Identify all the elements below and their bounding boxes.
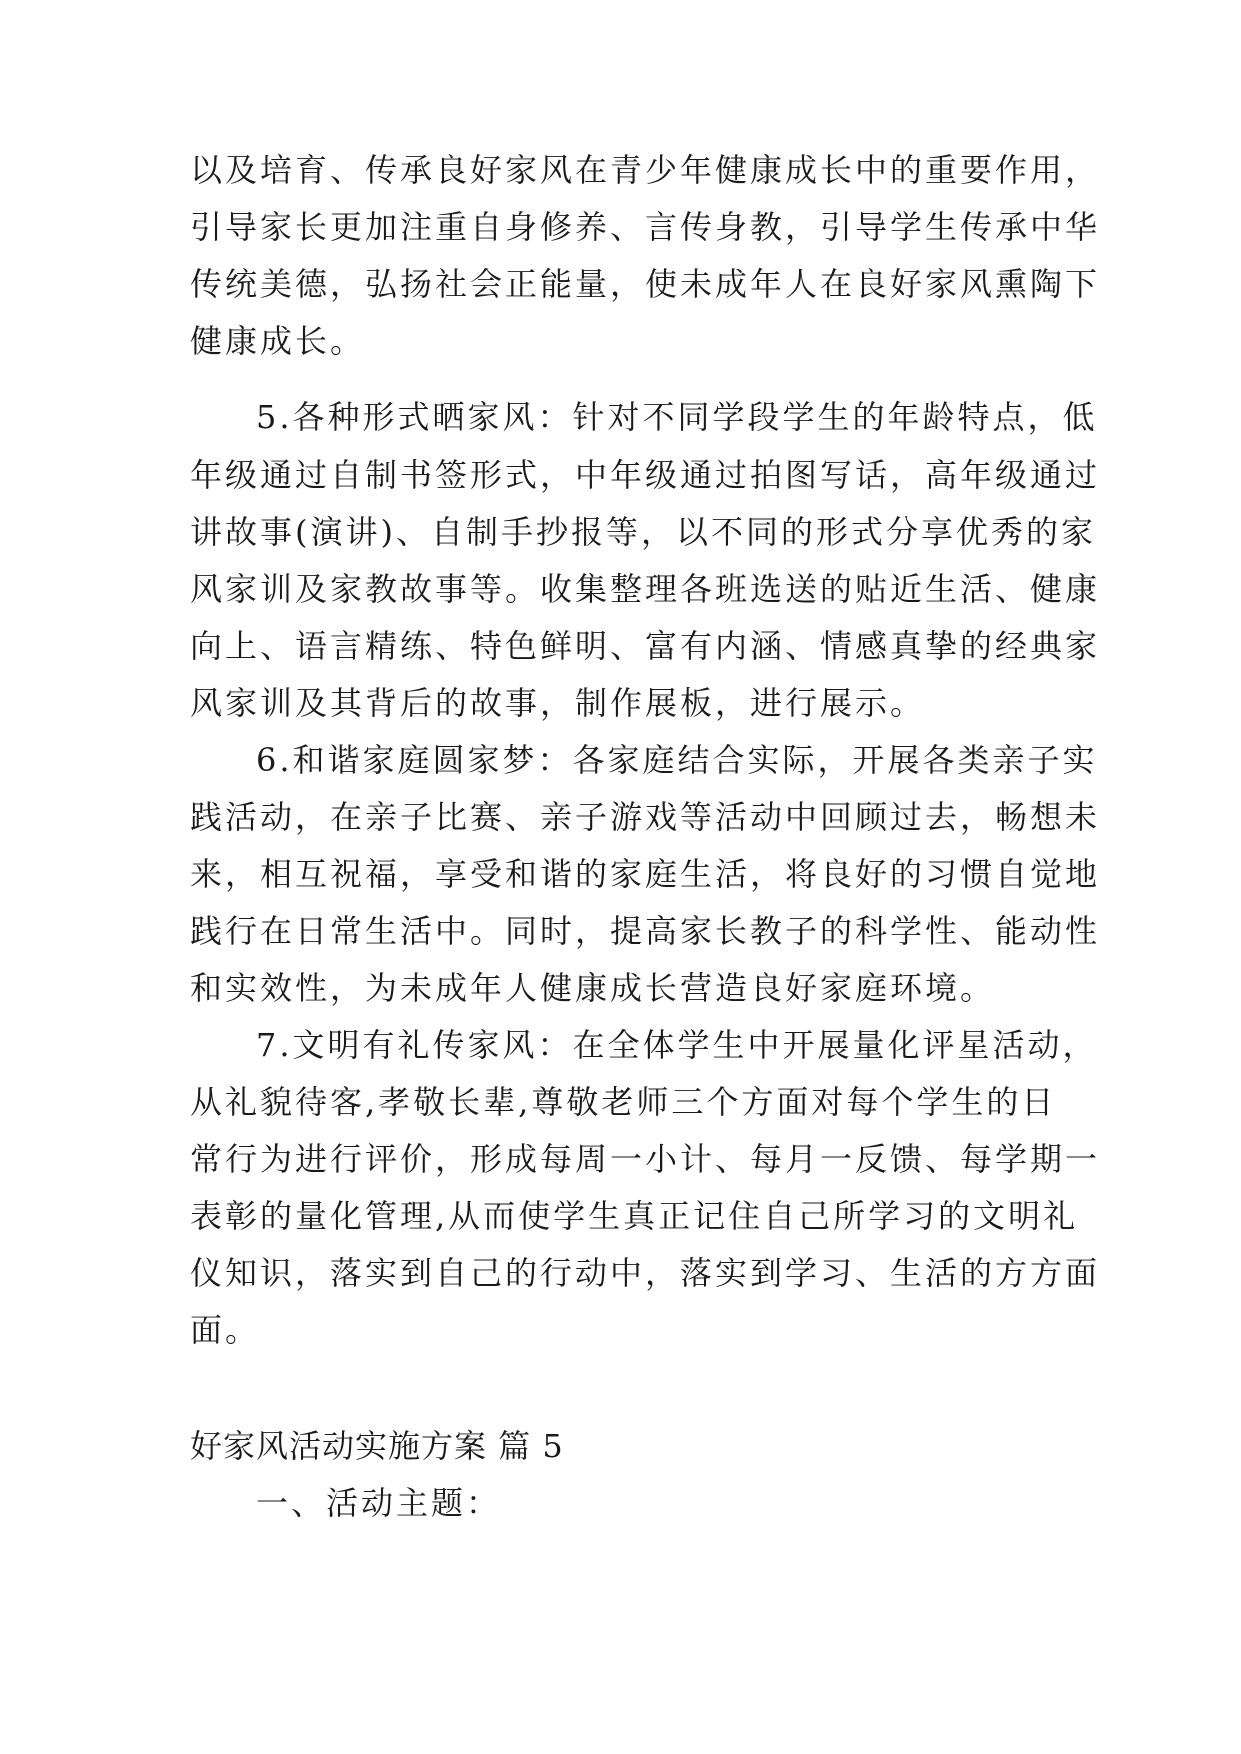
paragraph-5-start: 5.各种形式晒家风：针对不同学段学生的年龄特点，低 bbox=[256, 398, 1098, 436]
text-line: 年级通过自制书签形式，中年级通过拍图写话，高年级通过 bbox=[190, 456, 1101, 494]
text-line: 引导家长更加注重自身修养、言传身教，引导学生传承中华 bbox=[190, 208, 1101, 246]
section-title: 好家风活动实施方案 篇 5 bbox=[190, 1427, 564, 1465]
text-line: 表彰的量化管理,从而使学生真正记住自己所学习的文明礼 bbox=[190, 1197, 1079, 1235]
section-subheading: 一、活动主题： bbox=[256, 1484, 502, 1522]
text-line: 讲故事(演讲)、自制手抄报等，以不同的形式分享优秀的家 bbox=[190, 513, 1096, 551]
text-line: 践活动，在亲子比赛、亲子游戏等活动中回顾过去，畅想未 bbox=[190, 798, 1101, 836]
text-line: 面。 bbox=[190, 1311, 261, 1349]
text-line: 常行为进行评价，形成每周一小计、每月一反馈、每学期一 bbox=[190, 1140, 1101, 1178]
text-line: 健康成长。 bbox=[190, 322, 366, 360]
paragraph-6-start: 6.和谐家庭圆家梦：各家庭结合实际，开展各类亲子实 bbox=[256, 741, 1098, 779]
text-line: 仪知识，落实到自己的行动中，落实到学习、生活的方方面 bbox=[190, 1254, 1101, 1292]
text-line: 践行在日常生活中。同时，提高家长教子的科学性、能动性 bbox=[190, 912, 1101, 950]
text-line: 风家训及家教故事等。收集整理各班选送的贴近生活、健康 bbox=[190, 570, 1101, 608]
text-line: 向上、语言精练、特色鲜明、富有内涵、情感真挚的经典家 bbox=[190, 627, 1101, 665]
text-line: 传统美德，弘扬社会正能量，使未成年人在良好家风熏陶下 bbox=[190, 265, 1101, 303]
text-line: 和实效性，为未成年人健康成长营造良好家庭环境。 bbox=[190, 969, 996, 1007]
text-line: 来，相互祝福，享受和谐的家庭生活，将良好的习惯自觉地 bbox=[190, 855, 1101, 893]
text-line: 以及培育、传承良好家风在青少年健康成长中的重要作用， bbox=[190, 151, 1101, 189]
text-line: 从礼貌待客,孝敬长辈,尊敬老师三个方面对每个学生的日 bbox=[190, 1083, 1057, 1121]
paragraph-7-start: 7.文明有礼传家风：在全体学生中开展量化评星活动， bbox=[256, 1026, 1098, 1064]
text-line: 风家训及其背后的故事，制作展板，进行展示。 bbox=[190, 684, 926, 722]
